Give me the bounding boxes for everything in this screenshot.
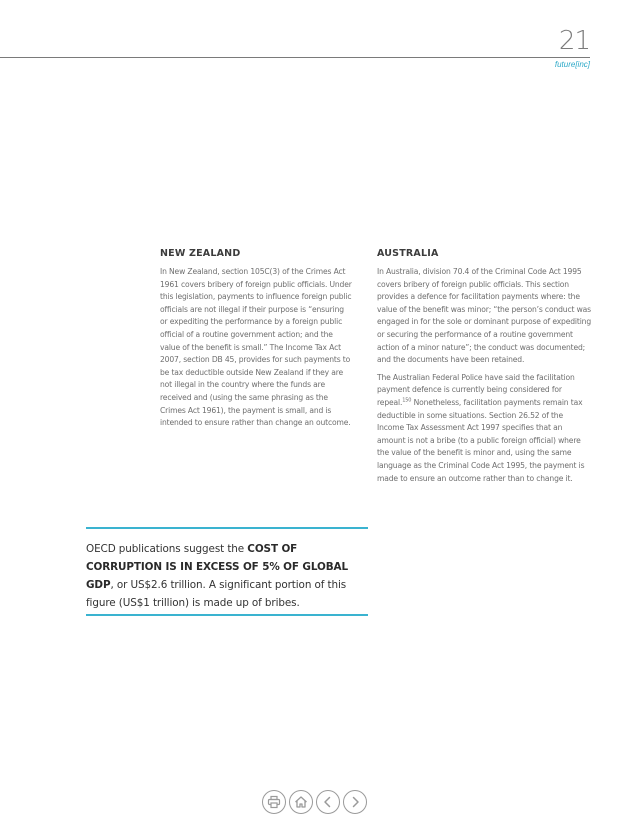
new-zealand-paragraph: In New Zealand, section 105C(3) of the Crimes Act 1961 covers bribery of foreign public officials. Under this legislation, payments to influence foreign public officials are not illegal if their purpose is “ensuring or expediting the performance by a foreign public official of a routine government action; and the value of the benefit is small.” The Income Tax Act 2007, section DB 45, provides for such payments to be tax deductible outside New Zealand if they are not illegal in the country where the funds are received and (using the same phrasing as the Crimes Act 1961), the payment is small, and is intended to ensure rather than change an outcome. — [160, 267, 352, 428]
callout-lead: OECD publications suggest the — [86, 543, 248, 555]
australia-paragraph-2-start: The Australian Federal Police have said the facilitation payment defence is currently being considered for repeal. — [377, 372, 575, 407]
australia-paragraph-2 — [377, 372, 591, 485]
page-number: 21 — [558, 26, 590, 56]
callout-emphasis: COST OF CORRUPTION IS IN EXCESS OF 5% OF GLOBAL GDP — [86, 543, 348, 591]
page-navigation — [262, 790, 367, 816]
next-icon — [348, 795, 362, 809]
publication-mark: future[inc] — [554, 60, 590, 69]
next-page-button[interactable] — [343, 790, 367, 814]
home-icon — [294, 795, 308, 809]
print-icon — [267, 795, 281, 809]
australia-heading: AUSTRALIA — [377, 248, 439, 259]
new-zealand-section — [160, 247, 352, 430]
callout-box — [86, 527, 368, 616]
print-button[interactable] — [262, 790, 286, 814]
australia-section — [377, 247, 591, 485]
previous-page-button[interactable] — [316, 790, 340, 814]
footnote-reference: 150 — [402, 397, 412, 404]
home-button[interactable] — [289, 790, 313, 814]
australia-paragraph-2-end: Nonetheless, facilitation payments remain tax deductible in some situations. Section 26.52 of the Income Tax Assessment Act 1997 specifies that an amount is not a bribe (to a public foreign official) where the value of the benefit is minor and, using the same language as the Criminal Code Act 1995, the payment is made to ensure an outcome rather than to change it. — [377, 397, 585, 483]
header-rule — [0, 57, 590, 58]
previous-icon — [321, 795, 335, 809]
callout-text — [86, 540, 368, 612]
callout-tail: , or US$2.6 trillion. A significant portion of this figure (US$1 trillion) is made up of bribes. — [86, 579, 347, 609]
australia-paragraph-1: In Australia, division 70.4 of the Criminal Code Act 1995 covers bribery of foreign public officials. This section provides a defence for facilitation payments where: the value of the benefit was minor; “the person’s conduct was engaged in for the sole or dominant purpose of expediting or securing the performance of a routine government action of a minor nature”; the conduct was documented; and the documents have been retained. — [377, 267, 591, 365]
new-zealand-heading: NEW ZEALAND — [160, 248, 241, 259]
